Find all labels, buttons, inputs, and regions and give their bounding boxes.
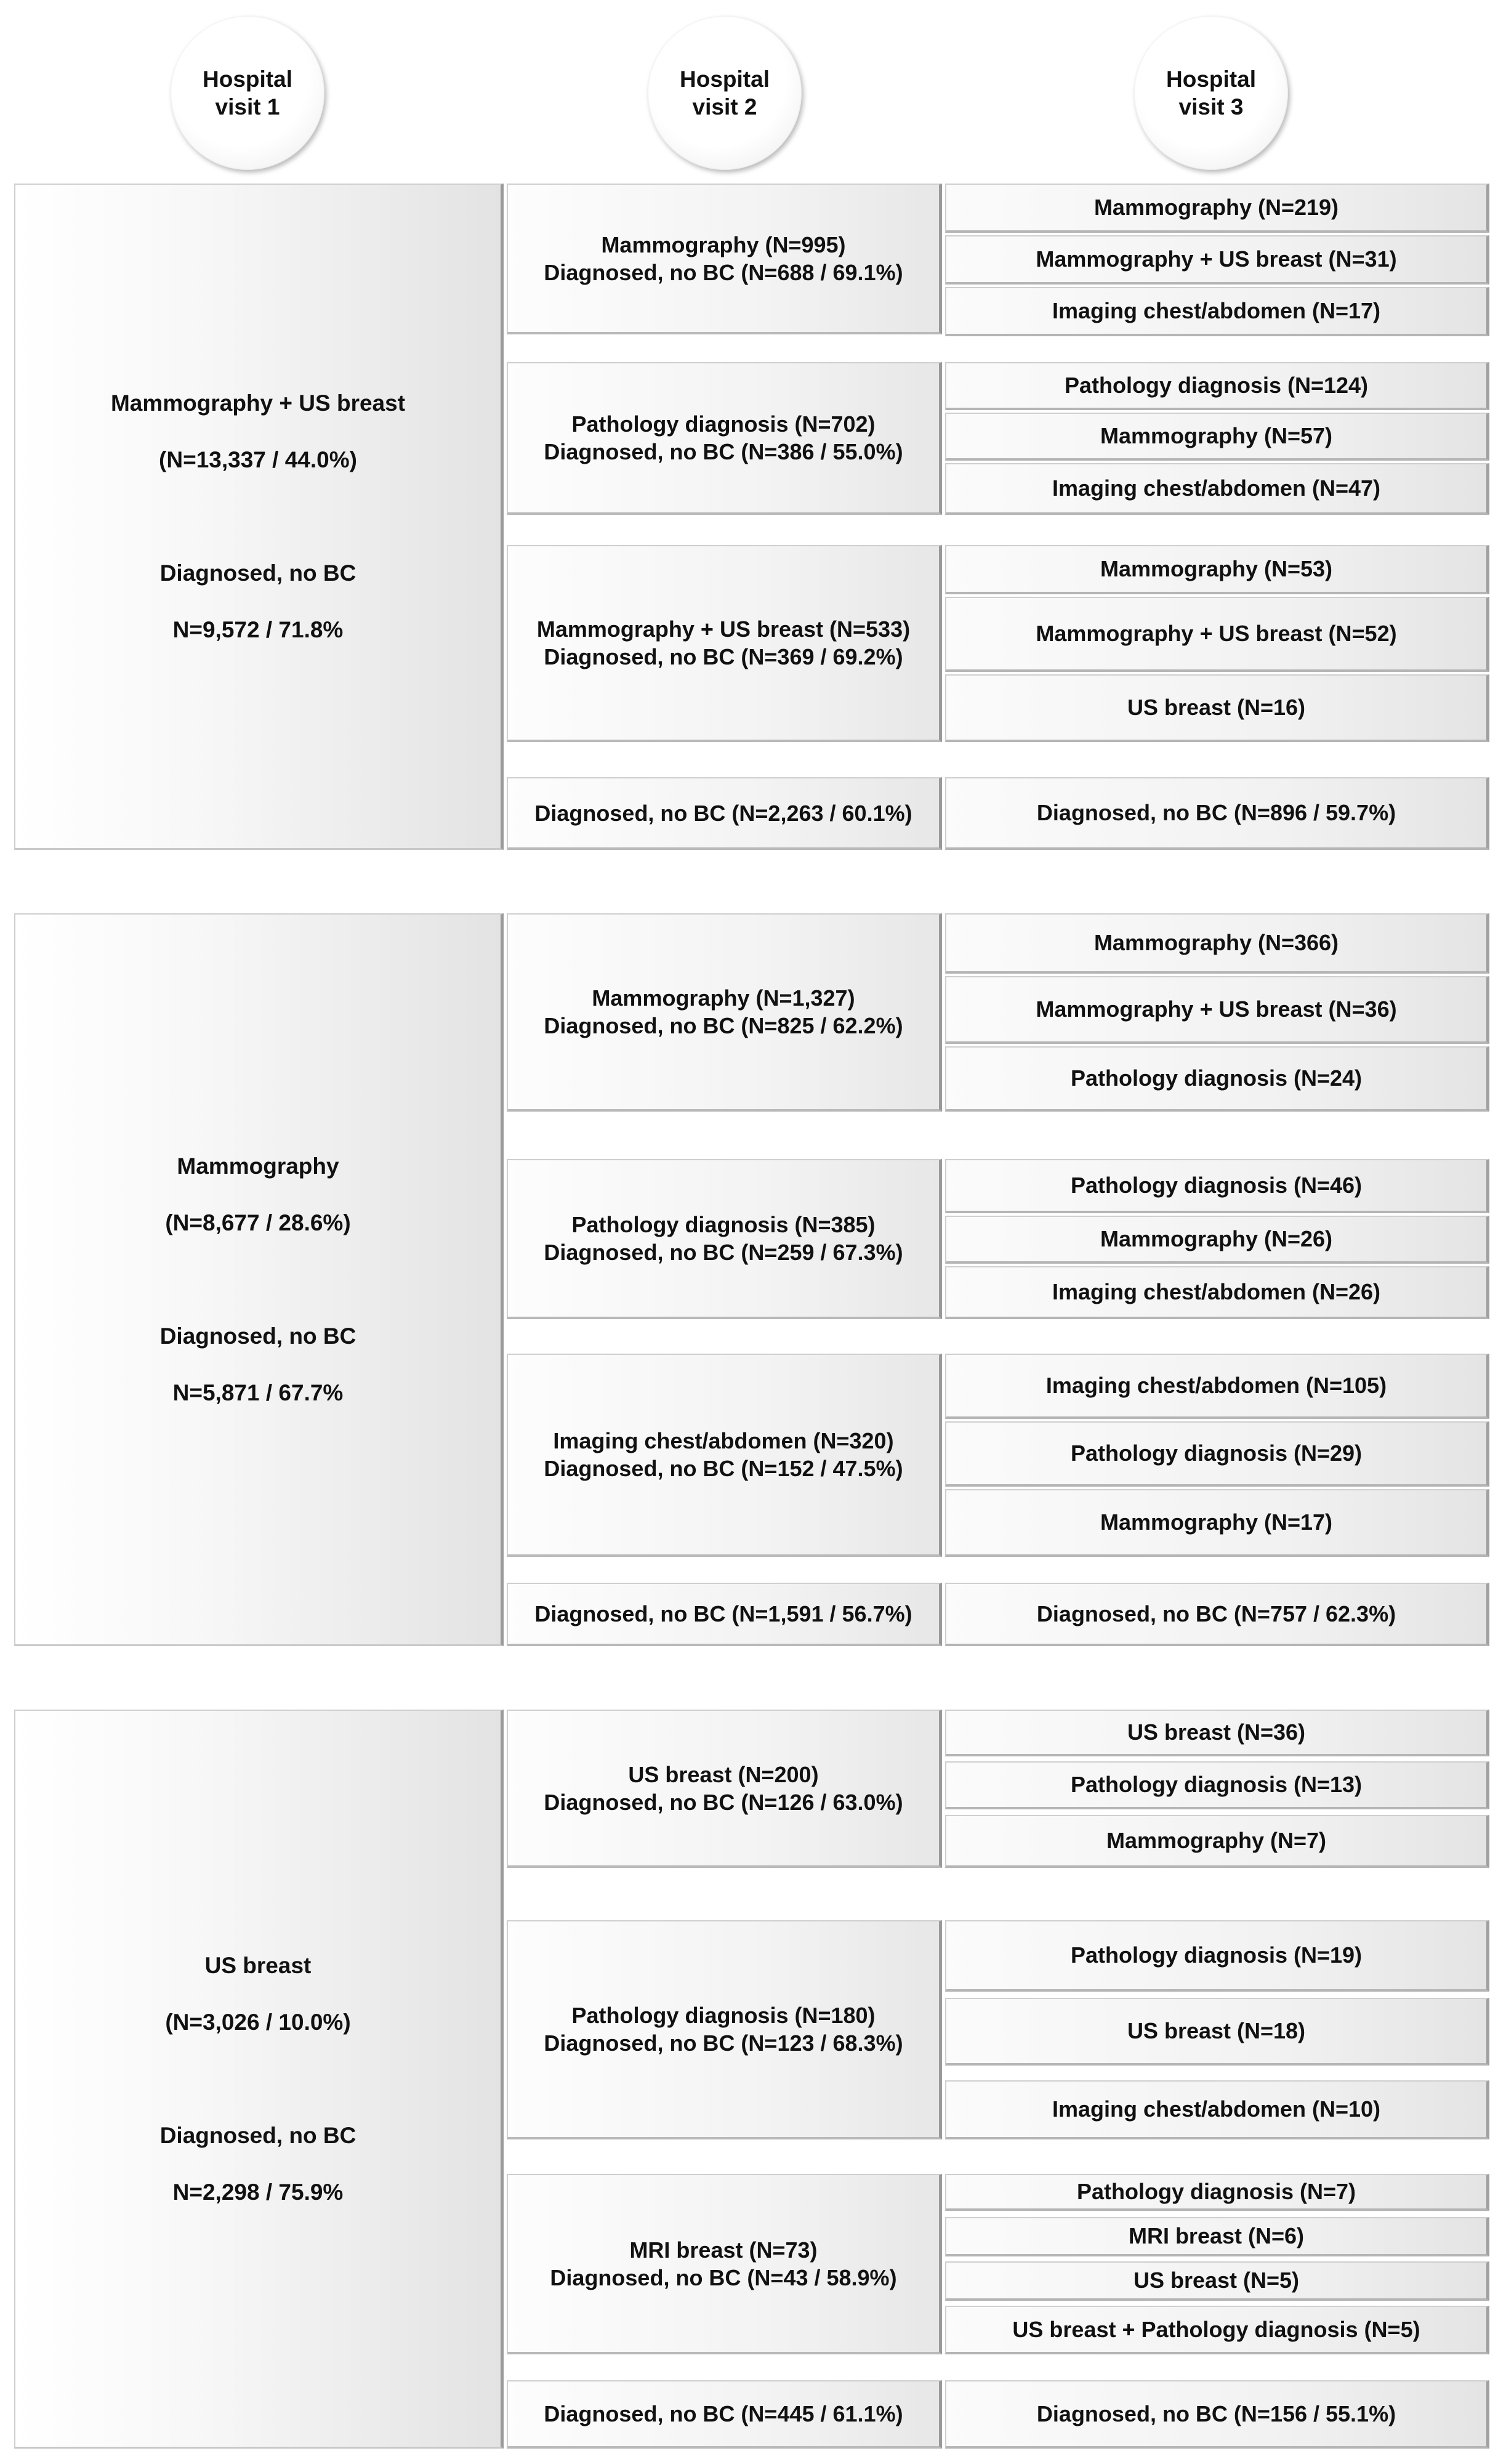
group-1-visit-2-branch-3: Mammography + US breast (N=533) Diagnosed, no BC (N=369 / 69.2%) <box>507 545 942 742</box>
group-3-visit-3-item: MRI breast (N=6) <box>945 2217 1489 2256</box>
group-2-visit-1-count: (N=8,677 / 28.6%) <box>165 1210 351 1235</box>
group-3-visit-1-diag-label: Diagnosed, no BC <box>159 2122 356 2148</box>
group-2-visit-2-branch-2: Pathology diagnosis (N=385) Diagnosed, no BC (N=259 / 67.3%) <box>507 1159 942 1319</box>
group-3-visit-3-item: US breast (N=5) <box>945 2261 1489 2301</box>
group-3-visit-3-item: Imaging chest/abdomen (N=10) <box>945 2080 1489 2139</box>
group-3-visit-2-branch-3: MRI breast (N=73) Diagnosed, no BC (N=43 / 58.9%) <box>507 2174 942 2354</box>
group-3-visit-3-item: Mammography (N=7) <box>945 1815 1489 1868</box>
group-1-visit-1-exam: Mammography + US breast <box>110 390 406 416</box>
group-3-visit-3-item: Pathology diagnosis (N=13) <box>945 1761 1489 1809</box>
group-1-visit-2-diagnosed: Diagnosed, no BC (N=2,263 / 60.1%) <box>507 777 942 850</box>
group-1-visit-2-branch-1: Mammography (N=995) Diagnosed, no BC (N=688 / 69.1%) <box>507 184 942 334</box>
group-2-visit-3-item: Imaging chest/abdomen (N=105) <box>945 1354 1489 1419</box>
group-2-visit-3-item: Pathology diagnosis (N=24) <box>945 1046 1489 1112</box>
group-1-visit-3-item: Mammography (N=53) <box>945 545 1489 594</box>
group-2-visit-1-diag-count: N=5,871 / 67.7% <box>172 1379 344 1405</box>
group-1-visit-1-diag-label: Diagnosed, no BC <box>159 560 356 586</box>
group-3-visit-3-item: US breast (N=36) <box>945 1710 1489 1756</box>
group-2-visit-3-item: Mammography (N=26) <box>945 1216 1489 1264</box>
group-3-visit-3-item: US breast (N=18) <box>945 1998 1489 2066</box>
group-3-visit-3-item: Pathology diagnosis (N=19) <box>945 1920 1489 1992</box>
group-1-visit-1-box <box>14 184 504 850</box>
group-1-visit-1-diag-count: N=9,572 / 71.8% <box>172 616 344 642</box>
group-1-visit-3-item: Imaging chest/abdomen (N=17) <box>945 287 1489 336</box>
group-3-visit-3-diagnosed: Diagnosed, no BC (N=156 / 55.1%) <box>945 2380 1489 2449</box>
group-1-visit-1-count: (N=13,337 / 44.0%) <box>159 446 357 472</box>
group-3-visit-3-item: US breast + Pathology diagnosis (N=5) <box>945 2306 1489 2354</box>
group-3-visit-2-diagnosed: Diagnosed, no BC (N=445 / 61.1%) <box>507 2380 942 2449</box>
group-2-visit-2-branch-1: Mammography (N=1,327) Diagnosed, no BC (N=825 / 62.2%) <box>507 913 942 1112</box>
group-1-visit-3-item: Mammography + US breast (N=52) <box>945 597 1489 672</box>
group-2-visit-3-item: Imaging chest/abdomen (N=26) <box>945 1266 1489 1319</box>
group-1-visit-3-item: Mammography + US breast (N=31) <box>945 235 1489 285</box>
group-2-visit-1-exam: Mammography <box>177 1153 339 1179</box>
group-1-visit-3-item: Imaging chest/abdomen (N=47) <box>945 463 1489 515</box>
group-3-visit-3-item: Pathology diagnosis (N=7) <box>945 2174 1489 2211</box>
group-2-visit-3-item: Mammography + US breast (N=36) <box>945 976 1489 1044</box>
group-2-visit-3-item: Pathology diagnosis (N=46) <box>945 1159 1489 1213</box>
group-3-visit-1-count: (N=3,026 / 10.0%) <box>165 2009 351 2035</box>
group-3-visit-1-exam: US breast <box>204 1952 312 1978</box>
group-2-visit-3-item: Pathology diagnosis (N=29) <box>945 1421 1489 1487</box>
group-2-visit-1-diag-label: Diagnosed, no BC <box>159 1323 356 1349</box>
group-1-visit-3-item: Mammography (N=57) <box>945 413 1489 461</box>
group-3-visit-2-branch-1: US breast (N=200) Diagnosed, no BC (N=126 / 63.0%) <box>507 1710 942 1868</box>
group-2-visit-1-box <box>14 913 504 1646</box>
visit-2-circle: Hospital visit 2 <box>648 16 802 170</box>
group-1-visit-2-branch-2: Pathology diagnosis (N=702) Diagnosed, no BC (N=386 / 55.0%) <box>507 362 942 515</box>
group-3-visit-1-box <box>14 1710 504 2449</box>
group-2-visit-3-diagnosed: Diagnosed, no BC (N=757 / 62.3%) <box>945 1583 1489 1646</box>
group-2-visit-2-branch-3: Imaging chest/abdomen (N=320) Diagnosed, no BC (N=152 / 47.5%) <box>507 1354 942 1557</box>
group-3-visit-1-diag-count: N=2,298 / 75.9% <box>172 2179 344 2205</box>
group-1-visit-3-item: US breast (N=16) <box>945 674 1489 742</box>
group-1-visit-3-item: Pathology diagnosis (N=124) <box>945 362 1489 410</box>
visit-3-circle: Hospital visit 3 <box>1134 16 1288 170</box>
group-2-visit-3-item: Mammography (N=17) <box>945 1489 1489 1557</box>
group-2-visit-3-item: Mammography (N=366) <box>945 913 1489 974</box>
group-1-visit-3-diagnosed: Diagnosed, no BC (N=896 / 59.7%) <box>945 777 1489 850</box>
visit-1-circle: Hospital visit 1 <box>171 16 324 170</box>
group-3-visit-2-branch-2: Pathology diagnosis (N=180) Diagnosed, no BC (N=123 / 68.3%) <box>507 1920 942 2139</box>
group-1-visit-3-item: Mammography (N=219) <box>945 184 1489 233</box>
group-2-visit-2-diagnosed: Diagnosed, no BC (N=1,591 / 56.7%) <box>507 1583 942 1646</box>
